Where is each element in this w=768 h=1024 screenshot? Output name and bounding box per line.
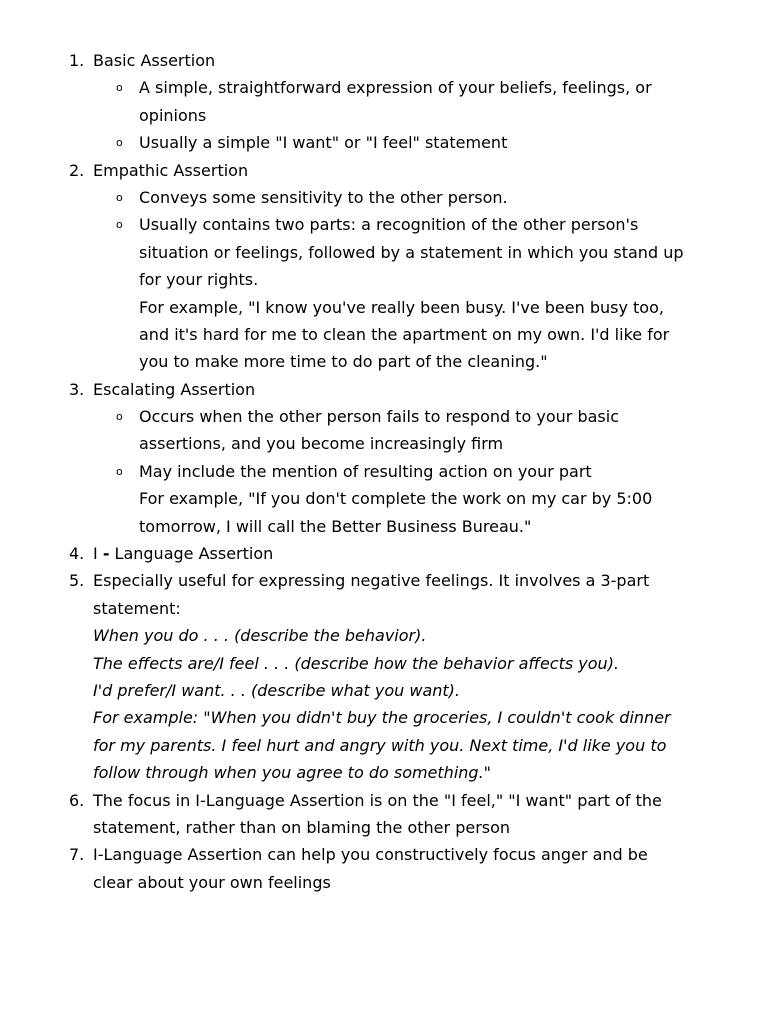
bullet-continuation [0,348,768,375]
bullet-text: Usually a simple "I want" or "I feel" statement [139,133,508,153]
item-text: statement: [93,598,181,618]
title-part: I [93,544,103,564]
list-item-especially-useful [0,567,768,594]
italic-text: follow through when you agree to do something. [93,763,484,783]
bullet-text: opinions [139,105,207,125]
item-text: statement, rather than on blaming the other person [93,817,511,837]
bullet-continuation [0,485,768,512]
italic-line [0,759,768,786]
italic-line-wrapper [93,759,491,786]
italic-line [0,622,768,649]
item-number: 7. [69,845,85,865]
hollow-circle-bullet-icon: o [116,410,123,424]
item-continuation [0,814,768,841]
bullet-text: for your rights. [139,270,259,290]
list-item-empathic-assertion [0,157,768,184]
bullet-text: and it's hard for me to clean the apartment on my own. I'd like for [139,324,670,344]
item-number: 5. [69,571,85,591]
list-item-basic-assertion [0,47,768,74]
hollow-circle-bullet-icon: o [116,218,123,232]
bullet-text: assertions, and you become increasingly firm [139,434,504,454]
bullet-continuation [0,430,768,457]
bullet-continuation [0,239,768,266]
bullet-continuation [0,102,768,129]
italic-text: When you do . . . (describe the behavior). [93,626,427,646]
italic-line [0,677,768,704]
bullet-text: For example, "If you don't complete the work on my car by 5:00 [139,489,653,509]
item-text: I-Language Assertion can help you constructively focus anger and be [93,845,648,865]
sub-bullet [0,403,768,430]
hollow-circle-bullet-icon: o [116,190,123,204]
sub-bullet [0,74,768,101]
item-text: clear about your own feelings [93,872,331,892]
sub-bullet [0,184,768,211]
item-number: 6. [69,790,85,810]
bullet-text: A simple, straightforward expression of your beliefs, feelings, or [139,78,652,98]
item-number: 4. [69,544,85,564]
bullet-text: you to make more time to do part of the cleaning." [139,352,548,372]
list-item-constructive-focus [0,841,768,868]
item-title [93,540,273,567]
bullet-text: For example, "I know you've really been busy. I've been busy too, [139,297,664,317]
sub-bullet [0,129,768,156]
hollow-circle-bullet-icon: o [116,136,123,150]
italic-text: I'd prefer/I want. . . (describe what you want). [93,680,460,700]
sub-bullet [0,211,768,238]
item-title: Basic Assertion [93,51,216,70]
item-number: 1. [69,51,85,70]
list-item-i-language-assertion [0,540,768,567]
hollow-circle-bullet-icon: o [116,464,123,478]
document-body [0,47,768,896]
item-title: Escalating Assertion [93,379,256,399]
list-item-focus [0,787,768,814]
bullet-continuation [0,294,768,321]
item-continuation [0,869,768,896]
item-continuation [0,595,768,622]
bullet-text: situation or feelings, followed by a statement in which you stand up [139,242,684,262]
item-text: Especially useful for expressing negative feelings. It involves a 3-part [93,571,650,591]
bullet-text: Occurs when the other person fails to respond to your basic [139,407,619,427]
list-item-escalating-assertion [0,376,768,403]
bullet-text: tomorrow, I will call the Better Business Bureau." [139,516,532,536]
title-dash: - [102,544,110,564]
title-part: Language Assertion [109,544,274,564]
item-text: The focus in I-Language Assertion is on the "I feel," "I want" part of the [93,790,662,810]
bullet-text: May include the mention of resulting action on your part [139,461,592,481]
italic-text: For example: "When you didn't buy the groceries, I couldn't cook dinner [93,708,671,728]
sub-bullet [0,458,768,485]
bullet-continuation [0,321,768,348]
bullet-continuation [0,513,768,540]
item-number: 3. [69,379,85,399]
italic-line [0,732,768,759]
bullet-text: Conveys some sensitivity to the other person. [139,187,508,207]
italic-text: The effects are/I feel . . . (describe how the behavior affects you). [93,653,620,673]
item-title: Empathic Assertion [93,160,249,180]
bullet-continuation [0,266,768,293]
italic-text: for my parents. I feel hurt and angry with you. Next time, I'd like you to [93,735,667,755]
italic-line [0,650,768,677]
closing-quote: " [483,763,492,783]
hollow-circle-bullet-icon: o [116,81,123,95]
italic-line [0,704,768,731]
bullet-text: Usually contains two parts: a recognition of the other person's [139,215,639,235]
item-number: 2. [69,160,85,180]
